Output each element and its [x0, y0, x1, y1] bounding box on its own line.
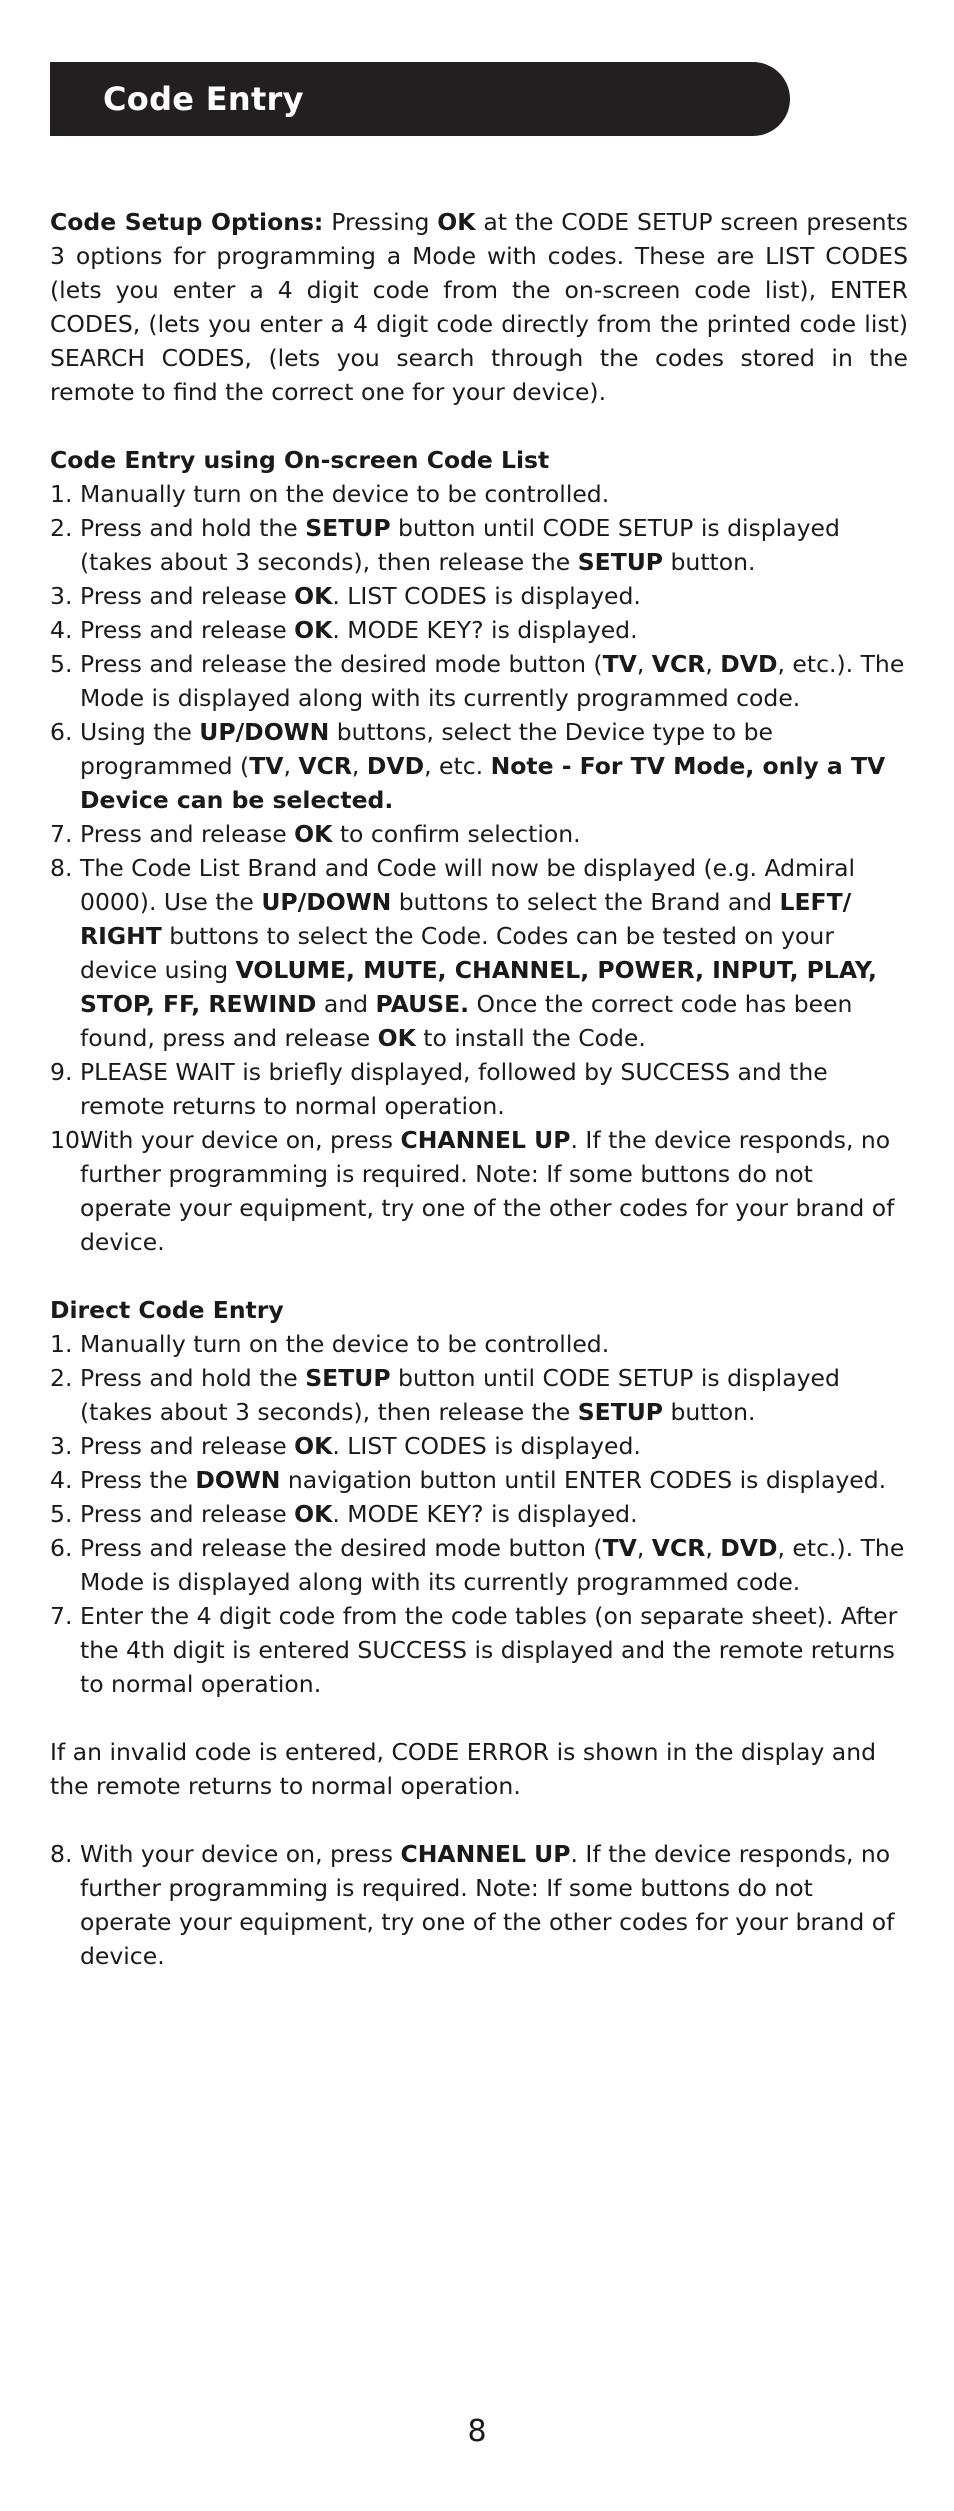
intro-paragraph: Code Setup Options: Pressing OK at the CODE SETUP screen presents 3 options for programming a Mode with codes. These are LIST CODES (lets you enter a 4 digit code from the on-screen code list), ENTER CODES, (lets you enter a 4 digit code directly from the printed code list) SEARCH CODES, (lets you search through the codes stored in the remote to find the correct one for your device).: [50, 208, 908, 406]
list-item: 9. PLEASE WAIT is briefly displayed, followed by SUCCESS and the remote returns to normal operation.: [50, 1058, 828, 1120]
document-body: [50, 205, 908, 1973]
list-item: 3. Press and release OK. LIST CODES is displayed.: [50, 1432, 641, 1460]
page-number: 8: [467, 2414, 487, 2449]
section-direct-code-entry: [50, 1293, 908, 1973]
final-step-list: [50, 1837, 908, 1973]
list-item: 10. With your device on, press CHANNEL UP. If the device responds, no further programming is required. Note: If some buttons do not operate your equipment, try one of the other codes for your brand of device.: [50, 1126, 895, 1256]
list-item: 6. Using the UP/DOWN buttons, select the Device type to be programmed (TV, VCR, DVD, etc. Note - For TV Mode, only a TV Device can be selected.: [50, 718, 886, 814]
list-item: 6. Press and release the desired mode button (TV, VCR, DVD, etc.). The Mode is displayed along with its currently programmed code.: [50, 1534, 905, 1596]
steps-list: [50, 1327, 908, 1701]
list-item: 4. Press the DOWN navigation button until ENTER CODES is displayed.: [50, 1466, 887, 1494]
section-on-screen-code-list: [50, 443, 908, 1259]
section-title: Code Entry using On-screen Code List: [50, 446, 550, 474]
intro-label: Code Setup Options:: [50, 208, 324, 236]
list-item: 2. Press and hold the SETUP button until CODE SETUP is displayed (takes about 3 seconds), then release the SETUP button.: [50, 514, 840, 576]
list-item: 7. Press and release OK to confirm selection.: [50, 820, 581, 848]
invalid-code-note: If an invalid code is entered, CODE ERROR is shown in the display and the remote returns to normal operation.: [50, 1738, 876, 1800]
list-item: 8. The Code List Brand and Code will now be displayed (e.g. Admiral 0000). Use the UP/DOWN buttons to select the Brand and LEFT/ RIGHT buttons to select the Code. Codes can be tested on your device using VOLUME, MUTE, CHANNEL, POWER, INPUT, PLAY, STOP, FF, REWIND and PAUSE. Once the correct code has been found, press and release OK to install the Code.: [50, 854, 877, 1052]
list-item: 8. With your device on, press CHANNEL UP. If the device responds, no further programming is required. Note: If some buttons do not operate your equipment, try one of the other codes for your brand of device.: [50, 1840, 895, 1970]
section-header-bar: [50, 62, 790, 136]
list-item: 2. Press and hold the SETUP button until CODE SETUP is displayed (takes about 3 seconds), then release the SETUP button.: [50, 1364, 840, 1426]
list-item: 5. Press and release the desired mode button (TV, VCR, DVD, etc.). The Mode is displayed along with its currently programmed code.: [50, 650, 905, 712]
list-item: 4. Press and release OK. MODE KEY? is displayed.: [50, 616, 638, 644]
section-title: Direct Code Entry: [50, 1296, 284, 1324]
page-title: Code Entry: [103, 80, 304, 118]
steps-list: [50, 477, 908, 1259]
list-item: 1. Manually turn on the device to be controlled.: [50, 1330, 610, 1358]
list-item: 1. Manually turn on the device to be controlled.: [50, 480, 610, 508]
list-item: 7. Enter the 4 digit code from the code tables (on separate sheet). After the 4th digit is entered SUCCESS is displayed and the remote returns to normal operation.: [50, 1602, 898, 1698]
list-item: 5. Press and release OK. MODE KEY? is displayed.: [50, 1500, 638, 1528]
list-item: 3. Press and release OK. LIST CODES is displayed.: [50, 582, 641, 610]
